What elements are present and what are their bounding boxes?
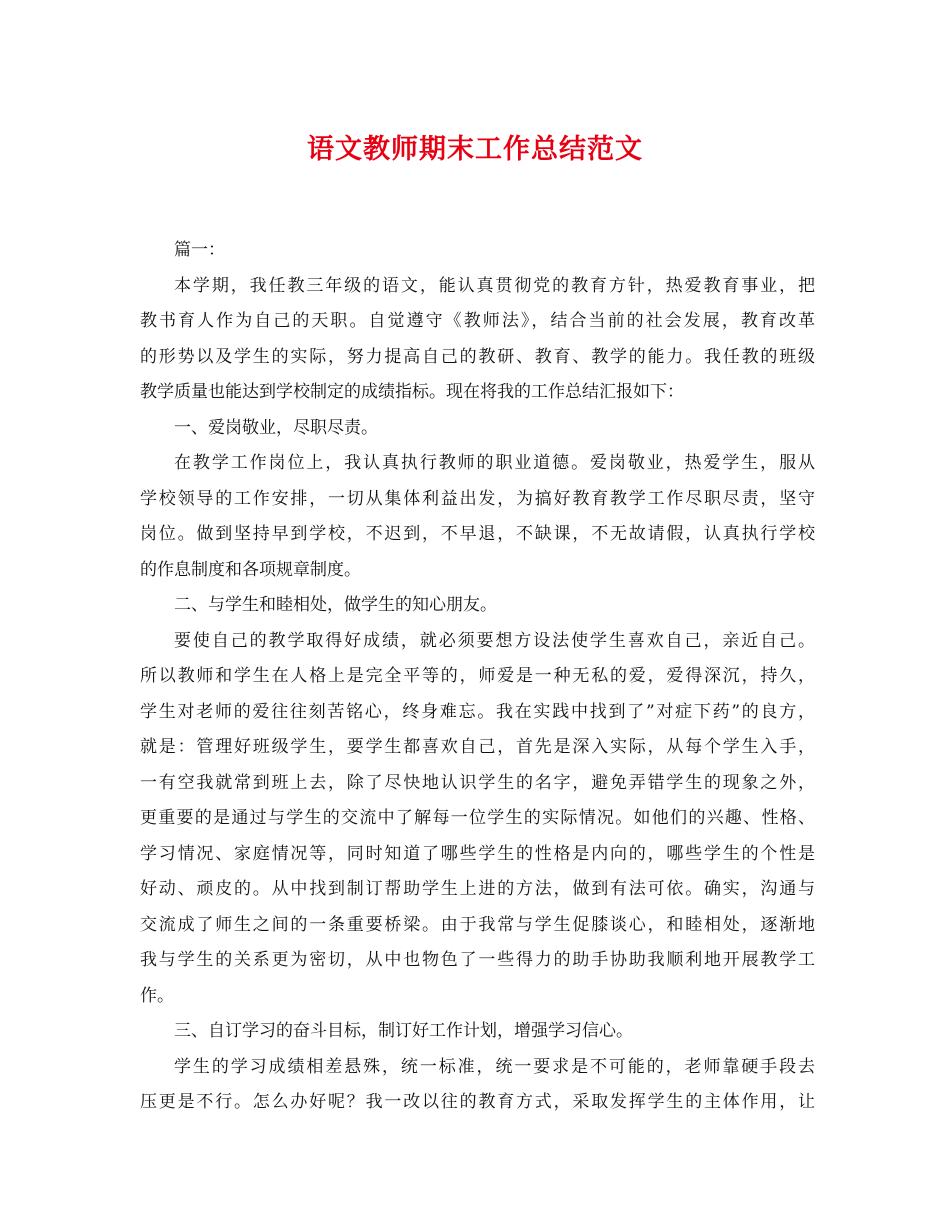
document-body [140,233,815,1121]
paragraph-line: 一有空我就常到班上去，除了尽快地认识学生的名字，避免弄错学生的现象之外， [140,772,815,793]
section-heading: 一、爱岗敬业，尽职尽责。 [174,417,378,438]
section-heading: 二、与学生和睦相处，做学生的知心朋友。 [174,595,497,615]
paragraph-line: 交流成了师生之间的一条重要桥梁。由于我常与学生促膝谈心，和睦相处，逐渐地 [140,914,815,935]
paragraph-line: 教书育人作为自己的天职。自觉遵守《教师法》，结合当前的社会发展，教育改革 [140,311,815,331]
paragraph-line: 学生的学习成绩相差悬殊，统一标准，统一要求是不可能的，老师靠硬手段去 [174,1056,815,1077]
paragraph-line: 本学期，我任教三年级的语文，能认真贯彻党的教育方针，热爱教育事业，把 [174,275,815,296]
paragraph-line: 教学质量也能达到学校制定的成绩指标。现在将我的工作总结汇报如下： [140,382,684,402]
paragraph-line: 压更是不行。怎么办好呢？我一改以往的教育方式，采取发挥学生的主体作用，让 [140,1092,815,1112]
paragraph-line: 学习情况、家庭情况等，同时知道了哪些学生的性格是内向的，哪些学生的个性是 [140,843,815,864]
paragraph-line: 要使自己的教学取得好成绩，就必须要想方设法使学生喜欢自己，亲近自己。 [174,630,815,651]
section-label: 篇一： [174,240,225,260]
paragraph-line: 在教学工作岗位上，我认真执行教师的职业道德。爱岗敬业，热爱学生，服从 [174,453,815,473]
paragraph-line: 岗位。做到坚持早到学校，不迟到，不早退，不缺课，不无故请假，认真执行学校 [140,524,815,544]
paragraph-line: 我与学生的关系更为密切，从中也物色了一些得力的助手协助我顺利地开展教学工 [140,950,815,970]
paragraph-line: 的作息制度和各项规章制度。 [140,559,361,580]
paragraph-line: 学校领导的工作安排，一切从集体利益出发，为搞好教育教学工作尽职尽责，坚守 [140,488,815,509]
document-title: 语文教师期末工作总结范文 [307,134,643,165]
paragraph-line: 所以教师和学生在人格上是完全平等的，师爱是一种无私的爱，爱得深沉，持久， [140,666,815,686]
paragraph-line: 学生对老师的爱往往刻苦铭心，终身难忘。我在实践中找到了”对症下药”的良方， [140,701,815,722]
paragraph-line: 的形势以及学生的实际，努力提高自己的教研、教育、教学的能力。我任教的班级 [140,346,815,367]
paragraph-line: 就是：管理好班级学生，要学生都喜欢自己，首先是深入实际，从每个学生入手， [140,737,815,757]
paragraph-line: 作。 [140,985,174,1006]
paragraph-line: 好动、顽皮的。从中找到制订帮助学生上进的方法，做到有法可依。确实，沟通与 [140,879,815,899]
section-heading: 三、自订学习的奋斗目标，制订好工作计划，增强学习信心。 [174,1021,633,1041]
paragraph-line: 更重要的是通过与学生的交流中了解每一位学生的实际情况。如他们的兴趣、性格、 [140,808,815,828]
